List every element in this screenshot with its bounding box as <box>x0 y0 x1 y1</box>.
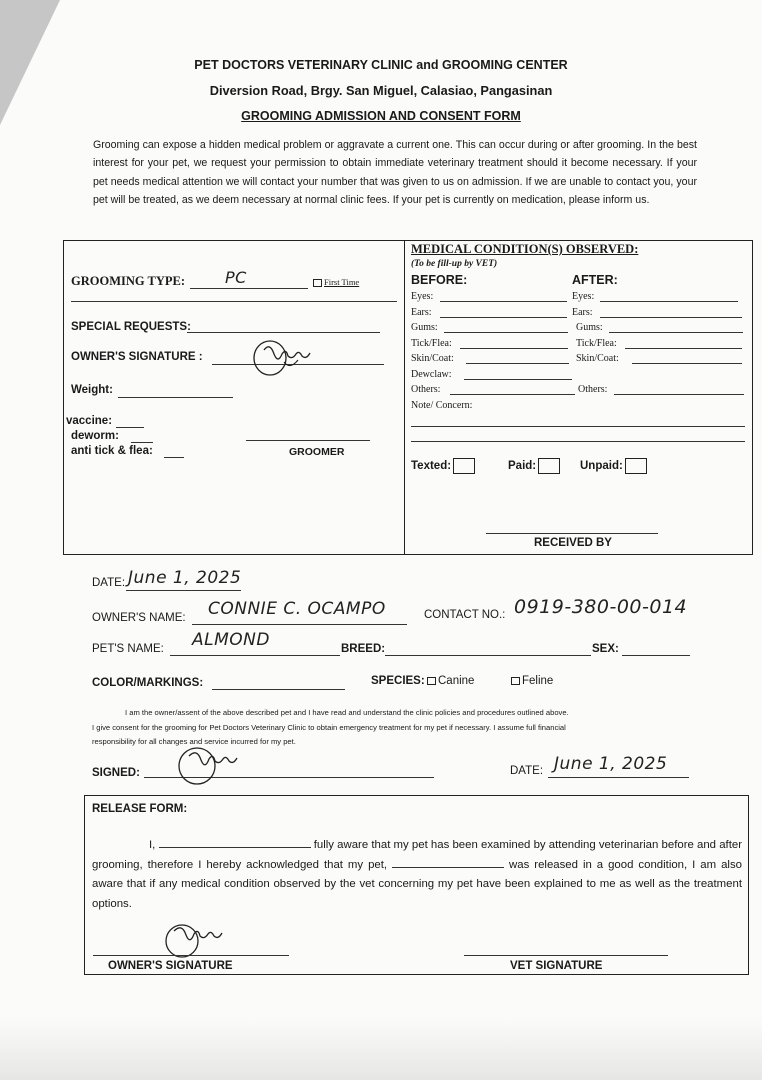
feline-option[interactable] <box>511 675 553 687</box>
release-owner-signature-scribble <box>160 915 240 959</box>
owner-name-value: CONNIE C. OCAMPO <box>208 599 386 619</box>
scan-bottom-shade <box>0 1018 762 1080</box>
before-gums: Gums: <box>411 322 438 333</box>
consent-line-1: I am the owner/assent of the above described pet and I have read and understand the clinic policies and procedures outlined above. <box>125 708 569 717</box>
date-label: DATE: <box>92 577 126 589</box>
paid-label: Paid: <box>508 460 537 473</box>
groomer-label: GROOMER <box>289 446 345 458</box>
consent-date-value: June 1, 2025 <box>554 754 668 774</box>
after-ears: Ears: <box>572 307 593 318</box>
release-name-blank[interactable] <box>159 836 311 848</box>
owner-signature-scribble <box>250 332 324 380</box>
color-markings-label: COLOR/MARKINGS: <box>92 677 204 689</box>
date-value: June 1, 2025 <box>128 568 242 588</box>
unpaid-box[interactable] <box>625 458 647 474</box>
contact-value: 0919-380-00-014 <box>514 596 688 618</box>
texted-box[interactable] <box>453 458 475 474</box>
unpaid-checkbox[interactable] <box>580 458 647 474</box>
form-title: GROOMING ADMISSION AND CONSENT FORM <box>241 109 521 123</box>
feline-checkbox[interactable] <box>511 677 520 685</box>
vaccine-label: vaccine: <box>66 415 113 427</box>
pet-name-label: PET'S NAME: <box>92 643 164 655</box>
texted-checkbox[interactable] <box>411 458 475 474</box>
consent-line-3: responsibility for all changes and service incurred for my pet. <box>92 737 296 746</box>
medical-title: MEDICAL CONDITION(S) OBSERVED: <box>411 242 639 256</box>
consent-date-label: DATE: <box>510 765 544 777</box>
contact-label: CONTACT NO.: <box>424 609 506 621</box>
before-label: BEFORE: <box>411 273 468 287</box>
owner-name-label: OWNER'S NAME: <box>92 612 186 624</box>
release-pet-blank[interactable] <box>392 856 504 868</box>
note-concern-label: Note/ Concern: <box>411 400 473 411</box>
signed-label: SIGNED: <box>92 767 140 779</box>
special-requests-label: SPECIAL REQUESTS: <box>71 321 191 333</box>
before-eyes: Eyes: <box>411 291 434 302</box>
first-time-box[interactable] <box>313 279 322 287</box>
first-time-checkbox[interactable] <box>313 277 359 287</box>
panel-divider <box>404 241 405 554</box>
pet-name-value: ALMOND <box>192 630 270 650</box>
before-ears: Ears: <box>411 307 432 318</box>
release-owner-signature-label: OWNER'S SIGNATURE <box>108 960 233 972</box>
before-tick-flea: Tick/Flea: <box>411 338 452 349</box>
after-skin-coat: Skin/Coat: <box>576 353 619 364</box>
feline-label: Feline <box>522 675 554 687</box>
anti-tick-label: anti tick & flea: <box>71 445 153 457</box>
consent-line-2: I give consent for the grooming for Pet Doctors Veterinary Clinic to obtain emergency treatment for my pet if necessary. I assume full financial <box>92 723 566 732</box>
grooming-type-label: GROOMING TYPE: <box>71 274 186 288</box>
signed-signature-scribble <box>175 742 261 786</box>
paid-checkbox[interactable] <box>508 458 560 474</box>
before-others: Others: <box>411 384 441 395</box>
weight-label: Weight: <box>71 384 113 396</box>
after-tick-flea: Tick/Flea: <box>576 338 617 349</box>
breed-label: BREED: <box>341 643 386 655</box>
release-paragraph <box>92 836 742 914</box>
before-dewclaw: Dewclaw: <box>411 369 452 380</box>
after-eyes: Eyes: <box>572 291 595 302</box>
canine-label: Canine <box>438 675 475 687</box>
release-text-1: I, <box>149 839 156 851</box>
intro-paragraph: Grooming can expose a hidden medical problem or aggravate a current one. This can occur during or after grooming. In the best interest for your pet, we request your permission to obtain immediate veterinary treatment should it become necessary. If your pet needs medical attention we will contact your number that was given to us on admission. If we are unable to contact you, your pet will be treated, as we deem necessary at normal clinic fees. If your pet is currently on medication, please inform us. <box>93 139 697 206</box>
owner-signature-label: OWNER'S SIGNATURE : <box>71 351 203 363</box>
received-by-label: RECEIVED BY <box>534 537 612 549</box>
canine-option[interactable] <box>427 675 474 687</box>
after-others: Others: <box>578 384 608 395</box>
before-skin-coat: Skin/Coat: <box>411 353 454 364</box>
after-gums: Gums: <box>576 322 603 333</box>
unpaid-label: Unpaid: <box>580 460 623 473</box>
clinic-address: Diversion Road, Brgy. San Miguel, Calasiao, Pangasinan <box>209 83 553 98</box>
species-label: SPECIES: <box>371 675 425 687</box>
clinic-name: PET DOCTORS VETERINARY CLINIC and GROOMING CENTER <box>194 58 568 72</box>
canine-checkbox[interactable] <box>427 677 436 685</box>
release-vet-signature-label: VET SIGNATURE <box>510 960 603 972</box>
release-text-2: fully aware that my pet has been examined by attending veterinarian before and after grooming, therefore I hereby acknowledged that my pet, <box>92 839 742 871</box>
texted-label: Texted: <box>411 460 452 473</box>
after-label: AFTER: <box>572 273 618 287</box>
release-title: RELEASE FORM: <box>92 803 188 815</box>
grooming-type-value: PC <box>225 268 247 287</box>
first-time-label: First Time <box>324 277 360 287</box>
sex-label: SEX: <box>592 643 619 655</box>
deworm-label: deworm: <box>71 430 119 442</box>
medical-subtitle: (To be fill-up by VET) <box>411 259 498 269</box>
release-text-3: was released in a good condition, I am also aware that if any medical condition observed by the vet concerning my pet have been explained to me as well as the treatment options. <box>92 858 742 910</box>
paid-box[interactable] <box>538 458 560 474</box>
